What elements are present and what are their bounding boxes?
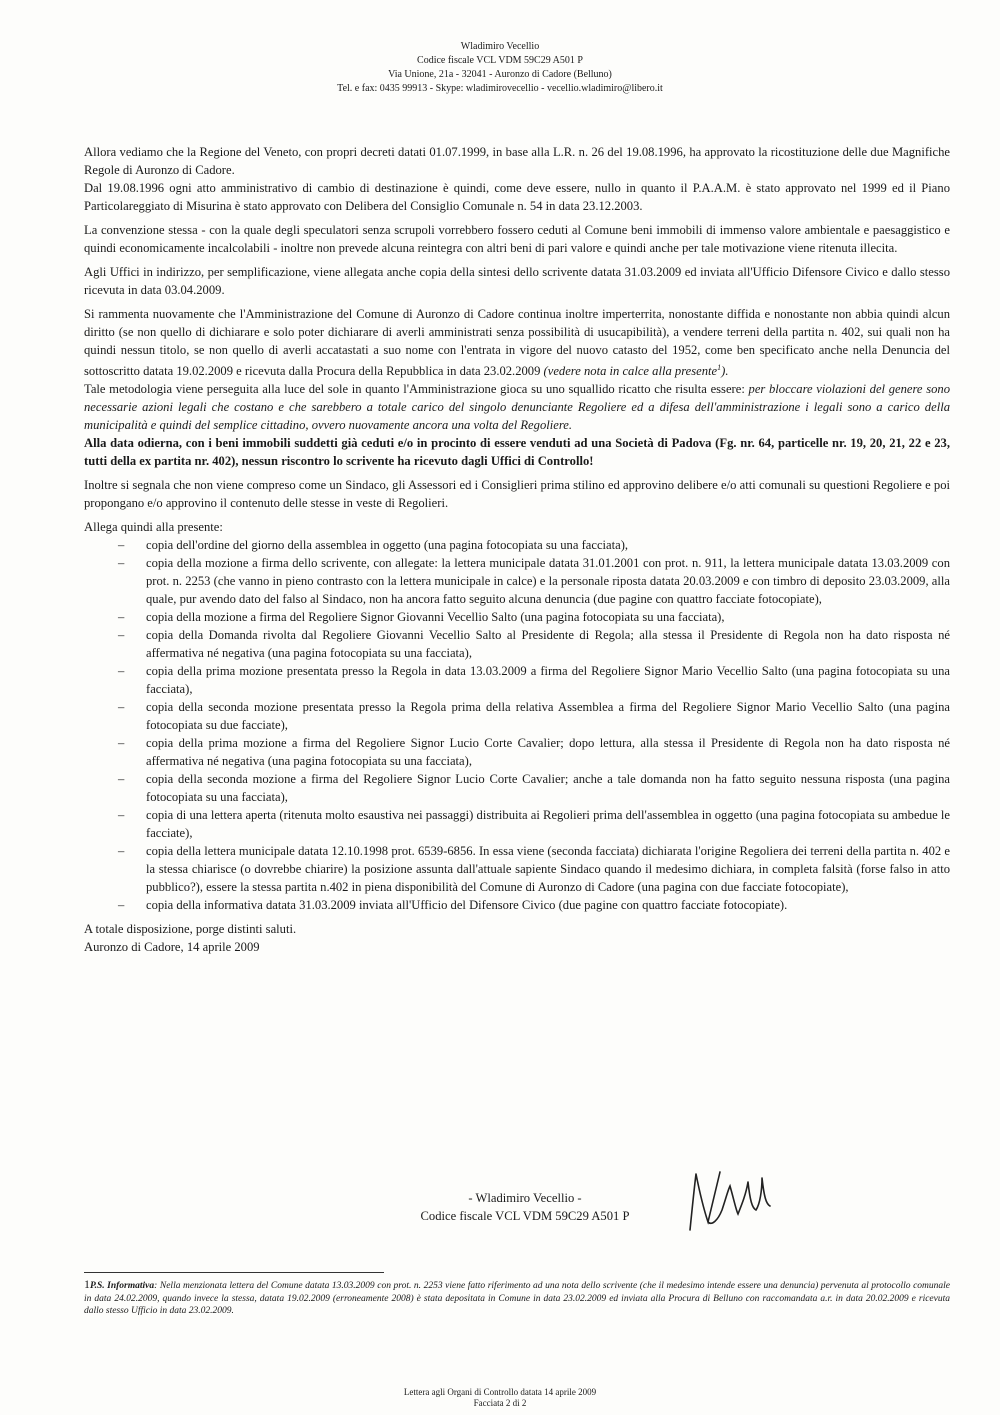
attachment-text: copia della mozione a firma dello scrivente, con allegate: la lettera municipale datata 31.01.2001 con prot. n. 911, la lettera municipale datata 13.03.2009 con prot. n. 2253 (che vanno in pieno contrasto con la lettera municipale in calce) e la personale riposta datata 20.03.2009 e con timbro di deposito 23.03.2009, alla quale, pur avendo dato del falso al Sindaco, non ha ancora fatto seguito alcuna denuncia (due pagine con quattro facciate fotocopiate), [146,556,950,607]
letterhead-address: Via Unione, 21a - 32041 - Auronzo di Cadore (Belluno) [388,69,612,80]
list-dash: – [118,664,125,679]
paragraph-6-text: Tale metodologia viene perseguita alla luce del sole in quanto l'Amministrazione gioca su uno squallido ricatto che risulta essere: [84,382,749,397]
paragraph-5-text: Si rammenta nuovamente che l'Amministrazione del Comune di Auronzo di Cadore continua inoltre imperterrita, nonostante diffida e nonostante non abbia quindi alcun diritto (se non quello di dichiarare e solo poter dichiarare di averli amministrati senza possibilità di usucapibilità), a vendere terreni della partita n. 402, sui quali non ha quindi nessun titolo, se non quello di averli accatastati a suo nome con l'entrata in vigore del nuovo catasto del 1952, come ben specificato anche nella Denuncia del sottoscritto datata 19.02.2009 e ricevuta dalla Procura della Repubblica in data 23.02.2009 [84,307,950,379]
paragraph-4: Agli Uffici in indirizzo, per semplificazione, viene allegata anche copia della sintesi dello scrivente datata 31.03.2009 ed inviata all'Ufficio Difensore Civico e dallo stesso ricevuta in data 03.04.2009. [84,265,950,297]
handwritten-signature [678,1160,778,1240]
attachment-text: copia della Domanda rivolta dal Regoliere Giovanni Vecellio Salto al Presidente di Regola; alla stessa il Presidente di Regola non ha dato risposta né affermativa né negativa (una pagina fotocopiata su una facciata), [146,628,950,661]
page-footer [0,1387,1000,1409]
footnote-divider [84,1272,384,1273]
attachment-item [84,806,950,842]
attachments-intro: Allega quindi alla presente: [84,520,223,535]
attachment-text: copia della prima mozione a firma del Regoliere Signor Lucio Corte Cavalier; dopo lettura, alla stessa il Presidente di Regola non ha dato risposta né affermativa né negativa (una pagina fotocopiata su una facciata), [146,736,950,769]
attachment-text: copia della lettera municipale datata 12.10.1998 prot. 6539-6856. In essa viene (seconda facciata) dichiarata l'origine Regoliera dei terreni della partita n. 402 e la stessa chiarisce (o dovrebbe chiarire) la posizione assunta dall'attuale sapiente Sindaco quando il medesimo dichiara, in completa falsità (forse falso in atto pubblico?), essere la stessa partita n.402 in piena disponibilità del Comune di Auronzo di Cadore (una pagina con due facciate fotocopiate), [146,844,950,895]
list-dash: – [118,808,125,823]
paragraph-5 [84,305,950,380]
list-dash: – [118,538,125,553]
attachment-text: copia della seconda mozione presentata presso la Regola prima della relativa Assemblea a firma del Regoliere Signor Mario Vecellio Salto (una pagina fotocopiata su due facciate), [146,700,950,733]
footer-title: Lettera agli Organi di Controllo datata 14 aprile 2009 [403,1387,597,1397]
attachment-text: copia della prima mozione presentata presso la Regola in data 13.03.2009 a firma del Regoliere Signor Mario Vecellio Salto (una pagina fotocopiata su una facciata), [146,664,950,697]
attachment-item [84,842,950,896]
footnote [84,1278,950,1318]
attachment-text: copia della mozione a firma del Regoliere Signor Giovanni Vecellio Salto (una pagina fotocopiata su una facciata), [146,610,725,625]
letterhead-fiscal-code: Codice fiscale VCL VDM 59C29 A501 P [417,55,583,66]
attachment-item [84,662,950,698]
attachment-text: copia di una lettera aperta (ritenuta molto esaustiva nei passaggi) distribuita ai Regolieri prima dell'assemblea in oggetto (una pagina fotocopiata su ambedue le facciate), [146,808,950,841]
list-dash: – [118,628,125,643]
paragraph-8: Inoltre si segnala che non viene compreso come un Sindaco, gli Assessori ed i Consiglieri prima stilino ed approvino delibere e/o atti comunali su questioni Regoliere e poi propongano e/o approvino il contenuto delle stesse in veste di Regolieri. [84,478,950,511]
list-dash: – [118,772,125,787]
paragraph-3: La convenzione stessa - con la quale degli speculatori senza scrupoli vorrebbero fossero ceduti al Comune beni immobili di immenso valore ambientale e paesaggistico e quindi economicamente incalcolabili - inoltre non prevede alcuna reintegra con altri beni di pari valore e quindi anche per tale motivazione viene ritenuta illecita. [84,223,950,255]
list-dash: – [118,736,125,751]
list-dash: – [118,700,125,715]
attachment-item [84,554,950,608]
letterhead-contacts: Tel. e fax: 0435 99913 - Skype: wladimirovecellio - vecellio.wladimiro@libero.it [337,83,663,94]
signature-fiscal-code: Codice fiscale VCL VDM 59C29 A501 P [420,1209,630,1223]
paragraph-5-note-text: (vedere nota in calce alla presente [543,364,718,379]
attachment-item [84,626,950,662]
paragraph-1: Allora vediamo che la Regione del Veneto, con propri decreti datati 01.07.1999, in base alla L.R. n. 26 del 19.08.1996, ha approvato la ricostituzione delle due Magnifiche Regole di Auronzo di Cadore. [84,145,950,177]
paragraph-6-italic: per bloccare violazioni del genere sono necessarie azioni legali che costano e che sarebbero a totale carico del singolo denunciante Regoliere ed a difesa dell'amministrazione i legali sono a carico della municipalità e quindi del semplice cittadino, ovvero nuovamente ancora una volta del Regoliere. [84,382,950,433]
attachments-list [84,536,950,914]
letterhead [0,40,1000,96]
closing-greeting: A totale disposizione, porge distinti saluti. [84,922,297,937]
paragraph-2: Dal 19.08.1996 ogni atto amministrativo di cambio di destinazione è quindi, come deve essere, nullo in quanto il P.A.A.M. è stato approvato nel 1999 ed il Piano Particolareggiato di Misurina è stato approvato con Delibera del Consiglio Comunale n. 54 in data 23.12.2003. [84,181,950,213]
signature-name: - Wladimiro Vecellio - [468,1191,582,1205]
footnote-reference: 1 [717,363,722,372]
paragraph-7-bold: Alla data odierna, con i beni immobili suddetti già ceduti e/o in procinto di essere venduti ad una Società di Padova (Fg. nr. 64, particelle nr. 19, 20, 21, 22 e 23, tutti della ex partita nr. 402), nessun riscontro lo scrivente ha ricevuto dagli Uffici di Controllo! [84,436,950,469]
list-dash: – [118,844,125,859]
attachment-text: copia della informativa datata 31.03.2009 inviata all'Ufficio del Difensore Civico (due pagine con quattro facciate fotocopiate). [146,898,788,913]
list-dash: – [118,556,125,571]
attachment-item [84,536,950,554]
attachment-item [84,608,950,626]
letter-body [84,143,950,956]
attachment-text: copia della seconda mozione a firma del Regoliere Signor Lucio Corte Cavalier; anche a tale domanda non ha fatto seguito nessuna risposta (una pagina fotocopiata su una facciata), [146,772,950,805]
attachment-text: copia dell'ordine del giorno della assemblea in oggetto (una pagina fotocopiata su una facciata), [146,538,629,553]
attachment-item [84,896,950,914]
list-dash: – [118,610,125,625]
paragraph-6 [84,380,950,434]
attachment-item [84,734,950,770]
footer-page-number: Facciata 2 di 2 [473,1398,527,1408]
footnote-mark: 1 [84,1277,90,1291]
footnote-lead: P.S. Informativa [90,1281,155,1291]
place-date: Auronzo di Cadore, 14 aprile 2009 [84,940,260,955]
paragraph-5-note [544,364,729,378]
list-dash: – [118,898,125,913]
footnote-text: : Nella menzionata lettera del Comune datata 13.03.2009 con prot. n. 2253 viene fatto riferimento ad una nota dello scrivente (che il medesimo intende essere una denuncia) pervenuta al protocollo comunale in data 24.02.2009, quando invece la stessa, datata 19.02.2009 (erroneamente 2008) è stata depositata in Comune in data 23.02.2009 ed inviata alla Procura di Belluno con raccomandata a.r. in data 20.02.2009 e ricevuta dallo stesso Ufficio in data 23.02.2009. [84,1281,951,1316]
letterhead-name: Wladimiro Vecellio [460,41,540,52]
attachment-item [84,770,950,806]
attachment-item [84,698,950,734]
paragraph-5-note-close: ). [721,364,729,379]
